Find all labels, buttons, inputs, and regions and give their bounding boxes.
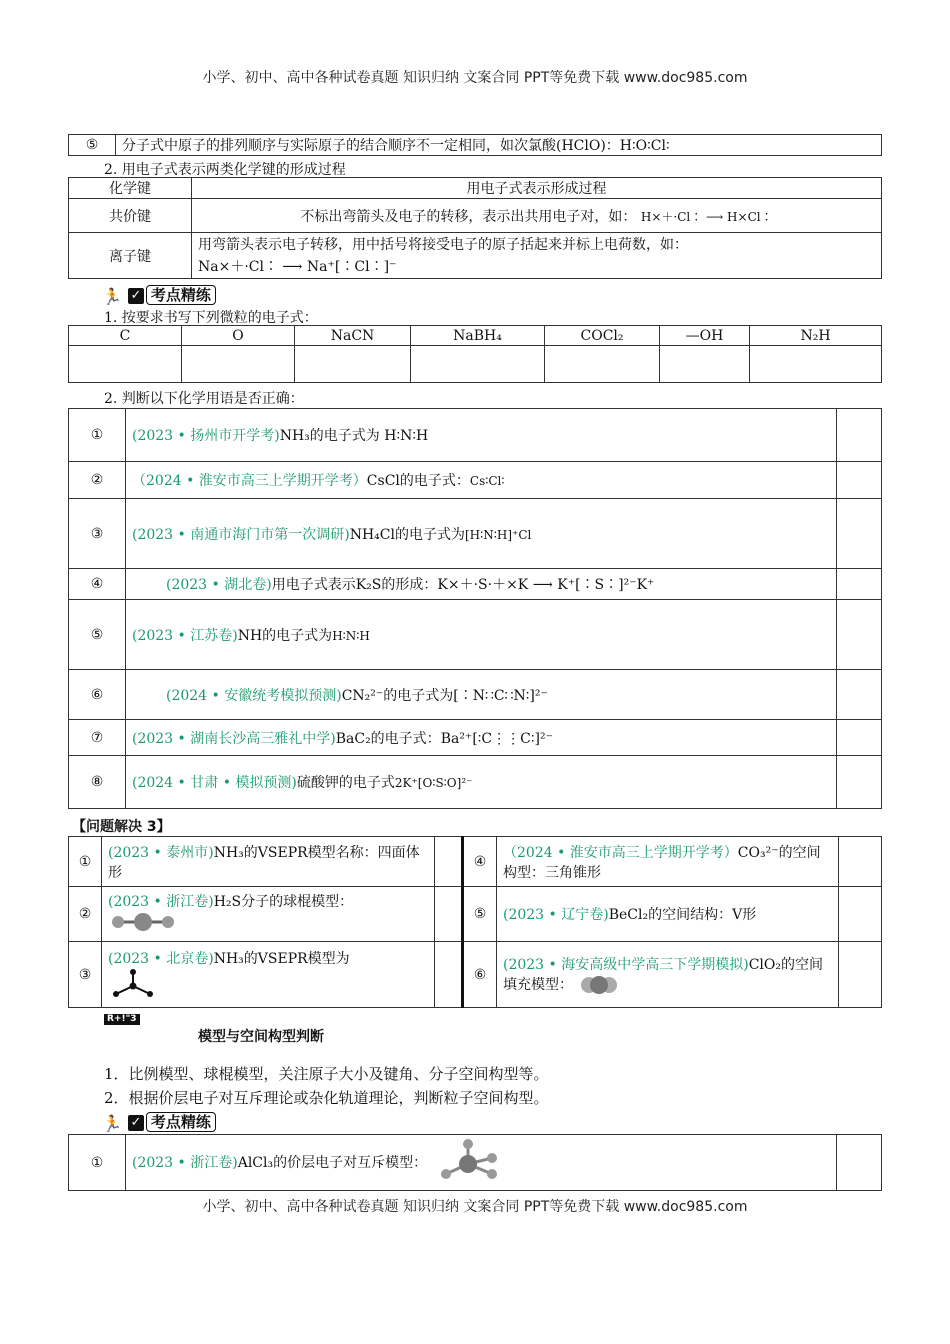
page-header: 小学、初中、高中各种试卷真题 知识归纳 文案合同 PPT等免费下载 www.doc985.com <box>202 70 748 86</box>
problem-text: CO₃²⁻的空间构型：三角锥形 <box>503 844 821 881</box>
q2-formula: [H∶N∶H]⁺Cl <box>464 527 532 542</box>
problem-answer-cell <box>839 942 882 1008</box>
q2-num: ④ <box>69 569 126 600</box>
q2-answer-cell <box>837 462 882 499</box>
q2-source: （2024 • 淮安市高三上学期开学考） <box>132 473 367 489</box>
last-text: AlCl₃的价层电子对互斥模型： <box>237 1154 428 1171</box>
q1-header-n2h: N₂H <box>750 326 882 346</box>
page-footer: 小学、初中、高中各种试卷真题 知识归纳 文案合同 PPT等免费下载 www.doc985.com <box>202 1199 748 1215</box>
problem-source: (2023 • 辽宁卷) <box>503 907 609 923</box>
q2-source: (2023 • 湖南长沙高三雅礼中学) <box>132 730 336 747</box>
ionic-text: 用弯箭头表示电子转移，用中括号将接受电子的原子括起来并标上电荷数，如： <box>198 236 688 253</box>
problem-source: (2023 • 泰州市) <box>108 844 214 861</box>
section3-point-2: 2．根据价层电子对互斥理论或杂化轨道理论，判断粒子空间构型。 <box>104 1089 549 1107</box>
table-row <box>69 499 882 569</box>
runner-icon: 🏃 <box>102 1113 122 1133</box>
problem-table <box>68 836 882 1008</box>
q1-header-oh: —OH <box>660 326 750 346</box>
problem-source: (2023 • 海安高级中学高三下学期模拟) <box>503 957 749 973</box>
q2-source: (2023 • 南通市海门市第一次调研) <box>132 526 350 543</box>
section3-badge: R+!"3 <box>104 1014 140 1025</box>
q1-header-nabh4: NaBH₄ <box>411 326 545 346</box>
problem-text: H₂S分子的球棍模型： <box>213 894 354 910</box>
problem-answer-cell <box>435 887 463 942</box>
problem-title: 【问题解决 3】 <box>72 819 171 835</box>
problem-text: BeCl₂的空间结构：V形 <box>608 907 757 923</box>
q1-answer-cell <box>182 346 295 383</box>
table-row <box>69 670 882 720</box>
q2-source: (2023 • 湖北卷) <box>166 577 272 593</box>
q2-formula: H∶N∶H <box>332 628 370 643</box>
check-icon: ✓ <box>128 288 144 304</box>
problem-num: ① <box>69 837 102 887</box>
q2-num: ⑥ <box>69 670 126 720</box>
last-answer-cell <box>837 1135 882 1191</box>
check-icon: ✓ <box>128 1115 144 1131</box>
ionic-formula: Na×＋·Cl∶ ⟶ Na⁺[∶Cl∶]⁻ <box>198 258 397 275</box>
q1-header-c: C <box>69 326 182 346</box>
q2-answer-cell <box>837 499 882 569</box>
q2-num: ⑧ <box>69 756 126 809</box>
q1-answer-cell <box>69 346 182 383</box>
row5-text: 分子式中原子的排列顺序与实际原子的结合顺序不一定相同，如次氯酸(HClO)：H∶O∶Cl∶ <box>116 135 882 156</box>
runner-icon: 🏃 <box>102 286 122 306</box>
problem-text: ClO₂的空间填充模型： <box>503 957 823 993</box>
covalent-label: 共价键 <box>69 199 192 233</box>
q2-num: ⑦ <box>69 720 126 756</box>
table-row <box>69 837 882 887</box>
problem-source: (2023 • 北京卷) <box>108 950 214 967</box>
problem-num: ⑤ <box>463 887 497 942</box>
nh3-vsepr-model <box>108 968 428 1002</box>
q2-text: BaC₂的电子式： <box>335 730 441 747</box>
q1-answer-cell <box>295 346 411 383</box>
q2-text: 硫酸钾的电子式 <box>296 775 395 791</box>
table-row <box>69 1135 882 1191</box>
problem-num: ② <box>69 887 102 942</box>
section3-title: 模型与空间构型判断 <box>198 1029 324 1045</box>
q1-answer-cell <box>411 346 545 383</box>
table-row <box>69 569 882 600</box>
kaodian-heading-1 <box>102 285 216 306</box>
last-source: (2023 • 浙江卷) <box>132 1154 238 1171</box>
problem-text: NH₃的VSEPR模型名称：四面体形 <box>108 844 420 881</box>
q2-text: CN₂²⁻的电子式为 <box>341 687 454 704</box>
q2-text: 用电子式表示K₂S的形成： <box>271 577 438 593</box>
problem-source: （2024 • 淮安市高三上学期开学考） <box>503 844 738 861</box>
q1-header-nacn: NaCN <box>295 326 411 346</box>
row5-table <box>68 134 882 156</box>
q2-answer-cell <box>837 600 882 670</box>
section2-title: 2. 用电子式表示两类化学键的形成过程 <box>104 162 346 178</box>
q2-text: NH₃的电子式为 <box>279 428 380 444</box>
q1-header-cocl2: COCl₂ <box>545 326 660 346</box>
problem-answer-cell <box>435 837 463 887</box>
problem-answer-cell <box>435 942 463 1008</box>
table-row <box>69 942 882 1008</box>
problem-num: ④ <box>463 837 497 887</box>
q2-formula: H∶N∶H <box>384 428 429 444</box>
q2-num: ① <box>69 409 126 462</box>
last-num: ① <box>69 1135 126 1191</box>
q2-answer-cell <box>837 670 882 720</box>
problem-num: ⑥ <box>463 942 497 1008</box>
q1-answer-cell <box>660 346 750 383</box>
bond-table <box>68 177 882 279</box>
q2-source: (2023 • 扬州市开学考) <box>132 428 280 444</box>
ionic-label: 离子键 <box>69 233 192 279</box>
q2-source: (2023 • 江苏卷) <box>132 627 238 644</box>
last-table <box>68 1134 882 1191</box>
q2-source: (2024 • 甘肃 • 模拟预测) <box>132 775 297 791</box>
q2-formula: Ba²⁺[∶C⋮⋮C∶]²⁻ <box>440 730 553 747</box>
q2-formula: K×＋·S·＋×K ⟶ K⁺[∶S∶]²⁻K⁺ <box>437 577 655 593</box>
q2-title: 2. 判断以下化学用语是否正确： <box>104 391 304 407</box>
table-row <box>69 600 882 670</box>
q2-text: NH的电子式为 <box>237 627 333 644</box>
q2-text: NH₄Cl的电子式为 <box>349 526 465 543</box>
kaodian-label: 考点精练 <box>146 1112 216 1132</box>
clo2-space-filling-model <box>577 975 621 995</box>
kaodian-heading-2 <box>102 1112 216 1133</box>
kaodian-label: 考点精练 <box>146 285 216 305</box>
table-row <box>69 462 882 499</box>
bond-header-process: 用电子式表示形成过程 <box>192 178 882 199</box>
q2-answer-cell <box>837 756 882 809</box>
problem-source: (2023 • 浙江卷) <box>108 894 214 910</box>
q2-answer-cell <box>837 409 882 462</box>
q1-header-o: O <box>182 326 295 346</box>
q2-num: ③ <box>69 499 126 569</box>
q2-formula: Cs∶Cl∶ <box>469 474 505 488</box>
q2-num: ② <box>69 462 126 499</box>
bond-header-type: 化学键 <box>69 178 192 199</box>
q2-table <box>68 408 882 809</box>
table-row <box>69 409 882 462</box>
table-row <box>69 756 882 809</box>
q2-source: (2024 • 安徽统考模拟预测) <box>166 687 342 704</box>
q2-formula: 2K⁺[O∶S∶O]²⁻ <box>394 776 473 790</box>
row5-num: ⑤ <box>69 135 116 156</box>
covalent-text: 不标出弯箭头及电子的转移，表示出共用电子对，如： <box>300 208 637 225</box>
q1-title: 1. 按要求书写下列微粒的电子式： <box>104 310 318 326</box>
section3-point-1: 1．比例模型、球棍模型，关注原子大小及键角、分子空间构型等。 <box>104 1065 549 1083</box>
q2-answer-cell <box>837 569 882 600</box>
q1-table <box>68 325 882 383</box>
table-row <box>69 887 882 942</box>
h2s-ball-stick-model <box>108 911 428 937</box>
covalent-formula: H×＋·Cl∶ ⟶ H×Cl∶ <box>640 209 773 224</box>
q2-num: ⑤ <box>69 600 126 670</box>
alcl3-vsepr-model <box>432 1138 502 1188</box>
problem-num: ③ <box>69 942 102 1008</box>
problem-answer-cell <box>839 837 882 887</box>
q2-formula: [∶N∷C∷N∶]²⁻ <box>453 687 548 704</box>
q1-answer-cell <box>750 346 882 383</box>
q1-answer-cell <box>545 346 660 383</box>
q2-answer-cell <box>837 720 882 756</box>
q2-text: CsCl的电子式： <box>366 473 470 489</box>
problem-answer-cell <box>839 887 882 942</box>
table-row <box>69 720 882 756</box>
problem-text: NH₃的VSEPR模型为 <box>213 950 350 967</box>
